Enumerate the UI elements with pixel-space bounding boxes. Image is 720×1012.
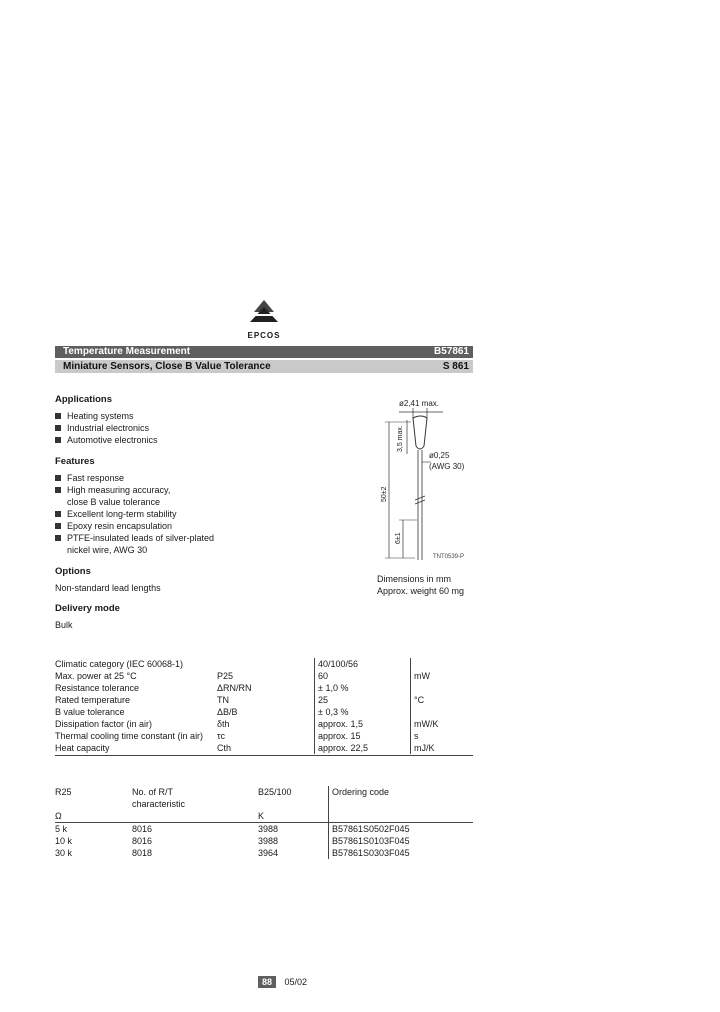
spec-row <box>55 742 473 754</box>
list-item: Industrial electronics <box>55 422 158 434</box>
spec-symbol: Cth <box>217 743 232 753</box>
series-label: S 861 <box>442 361 469 372</box>
list-item: Excellent long-term stability <box>55 508 214 520</box>
dimension-caption <box>377 573 464 597</box>
spec-row <box>55 694 473 706</box>
spec-unit: mJ/K <box>414 743 435 753</box>
spec-unit: s <box>414 731 419 741</box>
spec-symbol <box>217 658 315 670</box>
spec-symbol: δth <box>217 719 230 729</box>
col-rt: No. of R/T <box>132 787 174 797</box>
table-row <box>55 823 473 836</box>
category-title: Temperature Measurement <box>63 346 191 357</box>
total-length-label: 50±2 <box>381 486 388 502</box>
epcos-logo <box>238 298 290 340</box>
spec-label: Max. power at 25 °C <box>55 671 137 681</box>
dia-top-label: ø2,41 max. <box>399 399 440 408</box>
options-section <box>55 566 161 594</box>
end-length-label: 6±1 <box>395 532 402 544</box>
spec-value: 60 <box>315 670 411 682</box>
part-number: B57861 <box>433 346 469 357</box>
spec-label: Heat capacity <box>55 743 110 753</box>
list-item: Automotive electronics <box>55 434 158 446</box>
delivery-text: Bulk <box>55 620 73 630</box>
page-footer <box>258 976 307 988</box>
delivery-section <box>55 603 120 631</box>
spec-unit: mW <box>414 671 430 681</box>
weight-note: Approx. weight 60 mg <box>377 586 465 596</box>
table-row <box>55 835 473 847</box>
awg-label: (AWG 30) <box>429 462 465 471</box>
list-item: Epoxy resin encapsulation <box>55 520 214 532</box>
header-bar <box>55 346 473 358</box>
spec-row <box>55 730 473 742</box>
cell-r25: 10 k <box>55 836 73 846</box>
spec-value: approx. 15 <box>315 730 411 742</box>
table-header-row <box>55 798 473 810</box>
options-title: Options <box>55 566 91 577</box>
spec-unit: mW/K <box>414 719 439 729</box>
cell-b: 3988 <box>258 836 279 846</box>
cell-rt: 8016 <box>132 836 153 846</box>
col-b: B25/100 <box>258 787 292 797</box>
list-item: Heating systems <box>55 410 158 422</box>
spec-value: 40/100/56 <box>315 658 411 670</box>
dia-lead-label: ø0,25 <box>429 451 450 460</box>
spec-value: 25 <box>315 694 411 706</box>
spec-label: Rated temperature <box>55 695 131 705</box>
list-item-line: High measuring accuracy, <box>67 485 171 495</box>
spec-label: Thermal cooling time constant (in air) <box>55 731 204 741</box>
applications-section <box>55 394 158 446</box>
spec-unit: °C <box>414 695 425 705</box>
list-item-line: close B value tolerance <box>67 497 161 507</box>
table-header-row <box>55 786 473 798</box>
spec-label: B value tolerance <box>55 707 125 717</box>
brand-name: EPCOS <box>247 331 281 340</box>
product-subtitle: Miniature Sensors, Close B Value Tolerance <box>63 361 271 372</box>
list-item-line: PTFE-insulated leads of silver-plated <box>67 533 215 543</box>
spec-row <box>55 718 473 730</box>
unit-b: K <box>258 810 329 823</box>
col-r25: R25 <box>55 787 72 797</box>
specs-table <box>55 658 473 754</box>
epcos-logo-icon <box>238 298 290 324</box>
list-item <box>55 532 214 556</box>
cell-b: 3988 <box>258 824 279 834</box>
spec-row <box>55 706 473 718</box>
list-item-line: nickel wire, AWG 30 <box>67 545 148 555</box>
cell-b: 3964 <box>258 848 279 858</box>
applications-title: Applications <box>55 394 113 405</box>
cell-code: B57861S0303F045 <box>329 847 474 859</box>
cell-rt: 8016 <box>132 824 153 834</box>
col-rt-2: characteristic <box>132 799 186 809</box>
spec-value: ± 1,0 % <box>315 682 411 694</box>
spec-row <box>55 682 473 694</box>
ordering-table <box>55 786 473 859</box>
drawing-ref: TNT0539-P <box>433 554 465 560</box>
cell-r25: 30 k <box>55 848 73 858</box>
cell-code: B57861S0502F045 <box>329 823 474 836</box>
spec-symbol: P25 <box>217 671 234 681</box>
unit-r25: Ω <box>55 810 132 823</box>
table-row <box>55 847 473 859</box>
spec-value: ± 0,3 % <box>315 706 411 718</box>
spec-unit <box>411 658 474 670</box>
spec-label: Resistance tolerance <box>55 683 140 693</box>
units-row <box>55 810 473 823</box>
spec-value: approx. 22,5 <box>315 742 411 754</box>
spec-symbol: ΔB/B <box>217 707 238 717</box>
dimensions-unit: Dimensions in mm <box>377 574 452 584</box>
page-number: 88 <box>258 976 276 988</box>
spec-label: Dissipation factor (in air) <box>55 719 153 729</box>
spec-value: approx. 1,5 <box>315 718 411 730</box>
cell-rt: 8018 <box>132 848 153 858</box>
spec-row <box>55 670 473 682</box>
list-item: Fast response <box>55 472 214 484</box>
col-code: Ordering code <box>329 786 474 798</box>
features-title: Features <box>55 456 95 467</box>
sensor-head-icon <box>413 416 427 449</box>
subheader-bar <box>55 360 473 373</box>
delivery-title: Delivery mode <box>55 603 120 614</box>
spec-unit <box>411 706 474 718</box>
spec-symbol: TN <box>217 695 229 705</box>
list-item <box>55 484 214 508</box>
options-text: Non-standard lead lengths <box>55 583 161 593</box>
spec-label: Climatic category (IEC 60068-1) <box>55 659 184 669</box>
features-section <box>55 456 214 556</box>
cell-code: B57861S0103F045 <box>329 835 474 847</box>
spec-symbol: ΔRN/RN <box>217 683 252 693</box>
cell-r25: 5 k <box>55 824 68 834</box>
spec-unit <box>411 682 474 694</box>
spec-symbol: τc <box>217 731 226 741</box>
specs-divider <box>55 755 473 756</box>
dimension-drawing <box>375 392 475 564</box>
head-length-label: 3,5 max. <box>397 425 404 452</box>
spec-row <box>55 658 473 670</box>
issue-date: 05/02 <box>284 977 308 987</box>
